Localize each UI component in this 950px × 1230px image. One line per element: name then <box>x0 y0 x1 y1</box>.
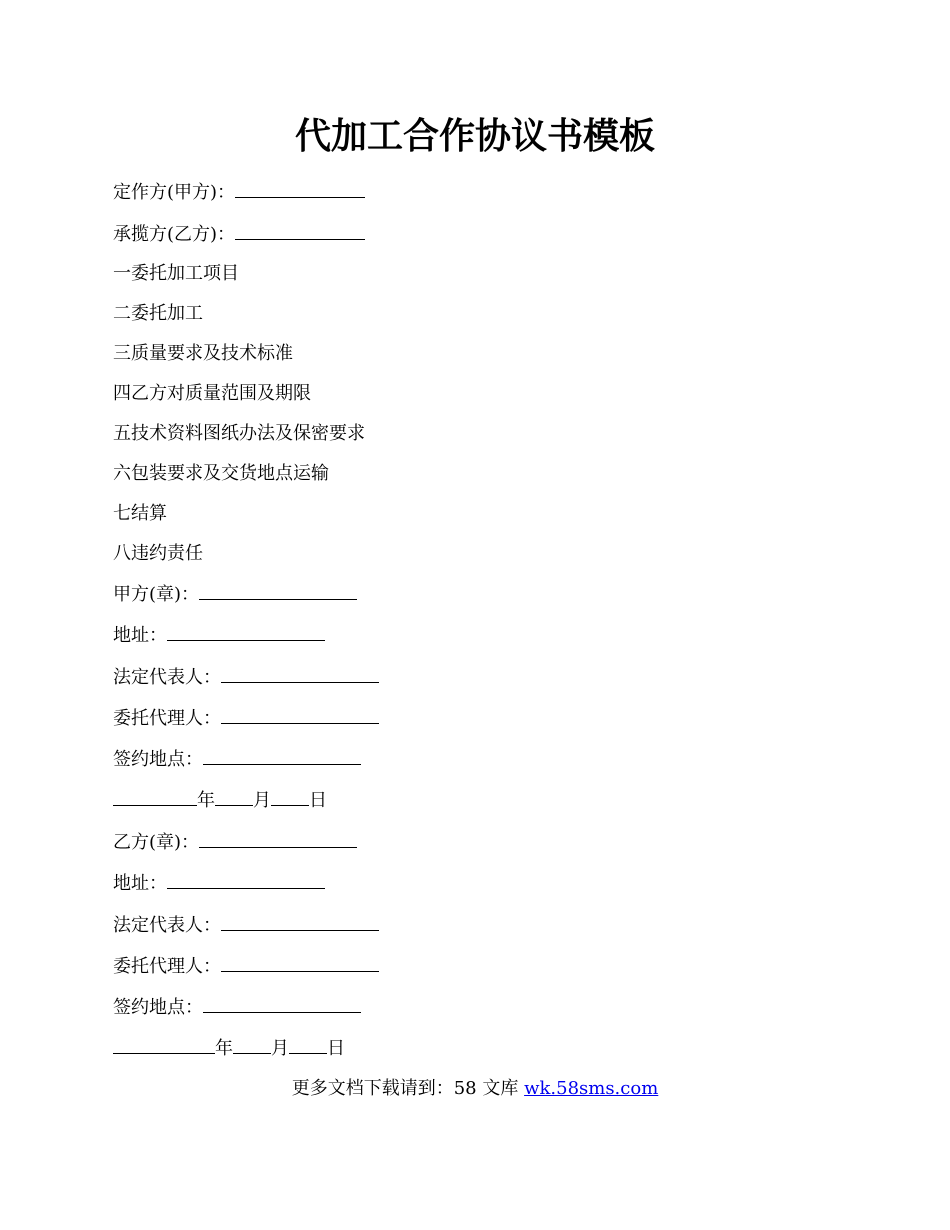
blank-line <box>167 622 325 641</box>
party-a-line <box>113 179 365 206</box>
blank-line <box>203 746 361 765</box>
sig-a-place <box>113 746 361 773</box>
blank-line <box>235 221 365 240</box>
footer-text: 更多文档下载请到：58 文库 <box>291 1078 525 1099</box>
section-heading: 七结算 <box>113 503 167 524</box>
document-title: 代加工合作协议书模板 <box>294 115 655 157</box>
sig-b-party-label: 乙方(章)： <box>113 832 200 853</box>
section-heading: 五技术资料图纸办法及保密要求 <box>113 423 365 444</box>
section-heading: 三质量要求及技术标准 <box>113 343 293 364</box>
year-label: 年 <box>215 1038 233 1059</box>
blank-line <box>113 1035 215 1054</box>
year-label: 年 <box>197 790 215 811</box>
blank-line <box>199 829 357 848</box>
section-heading: 一委托加工项目 <box>113 263 239 284</box>
sig-a-place-label: 签约地点： <box>113 749 203 770</box>
sig-a-address <box>113 622 325 649</box>
blank-line <box>221 664 379 683</box>
footer-link[interactable]: wk.58sms.com <box>524 1078 659 1099</box>
blank-line <box>113 787 197 806</box>
day-label: 日 <box>327 1038 345 1059</box>
section-heading: 六包装要求及交货地点运输 <box>113 463 329 484</box>
sig-a-legal-rep-label: 法定代表人： <box>113 667 221 688</box>
footer <box>0 1076 950 1102</box>
sig-b-date <box>113 1035 345 1062</box>
month-label: 月 <box>253 790 271 811</box>
blank-line <box>289 1035 327 1054</box>
sig-b-address <box>113 870 325 897</box>
sig-b-party <box>113 829 357 856</box>
party-b-line <box>113 221 365 248</box>
blank-line <box>271 787 309 806</box>
blank-line <box>215 787 253 806</box>
month-label: 月 <box>271 1038 289 1059</box>
blank-line <box>233 1035 271 1054</box>
sig-a-legal-rep <box>113 664 379 691</box>
section-heading: 四乙方对质量范围及期限 <box>113 383 311 404</box>
sig-a-agent-label: 委托代理人： <box>113 708 221 729</box>
sig-a-party <box>113 581 357 608</box>
blank-line <box>199 581 357 600</box>
party-a-label: 定作方(甲方)： <box>113 182 236 203</box>
sig-a-date <box>113 787 327 814</box>
sig-a-address-label: 地址： <box>113 625 167 646</box>
sig-b-legal-rep <box>113 912 379 939</box>
blank-line <box>221 912 379 931</box>
blank-line <box>203 994 361 1013</box>
section-heading: 八违约责任 <box>113 543 203 564</box>
day-label: 日 <box>309 790 327 811</box>
blank-line <box>235 179 365 198</box>
sig-b-place <box>113 994 361 1021</box>
blank-line <box>221 953 379 972</box>
sig-b-agent <box>113 953 379 980</box>
sig-a-party-label: 甲方(章)： <box>113 584 200 605</box>
sig-b-place-label: 签约地点： <box>113 997 203 1018</box>
sig-b-agent-label: 委托代理人： <box>113 956 221 977</box>
blank-line <box>167 870 325 889</box>
sig-a-agent <box>113 705 379 732</box>
section-heading: 二委托加工 <box>113 303 203 324</box>
sig-b-legal-rep-label: 法定代表人： <box>113 915 221 936</box>
party-b-label: 承揽方(乙方)： <box>113 224 236 245</box>
sig-b-address-label: 地址： <box>113 873 167 894</box>
blank-line <box>221 705 379 724</box>
